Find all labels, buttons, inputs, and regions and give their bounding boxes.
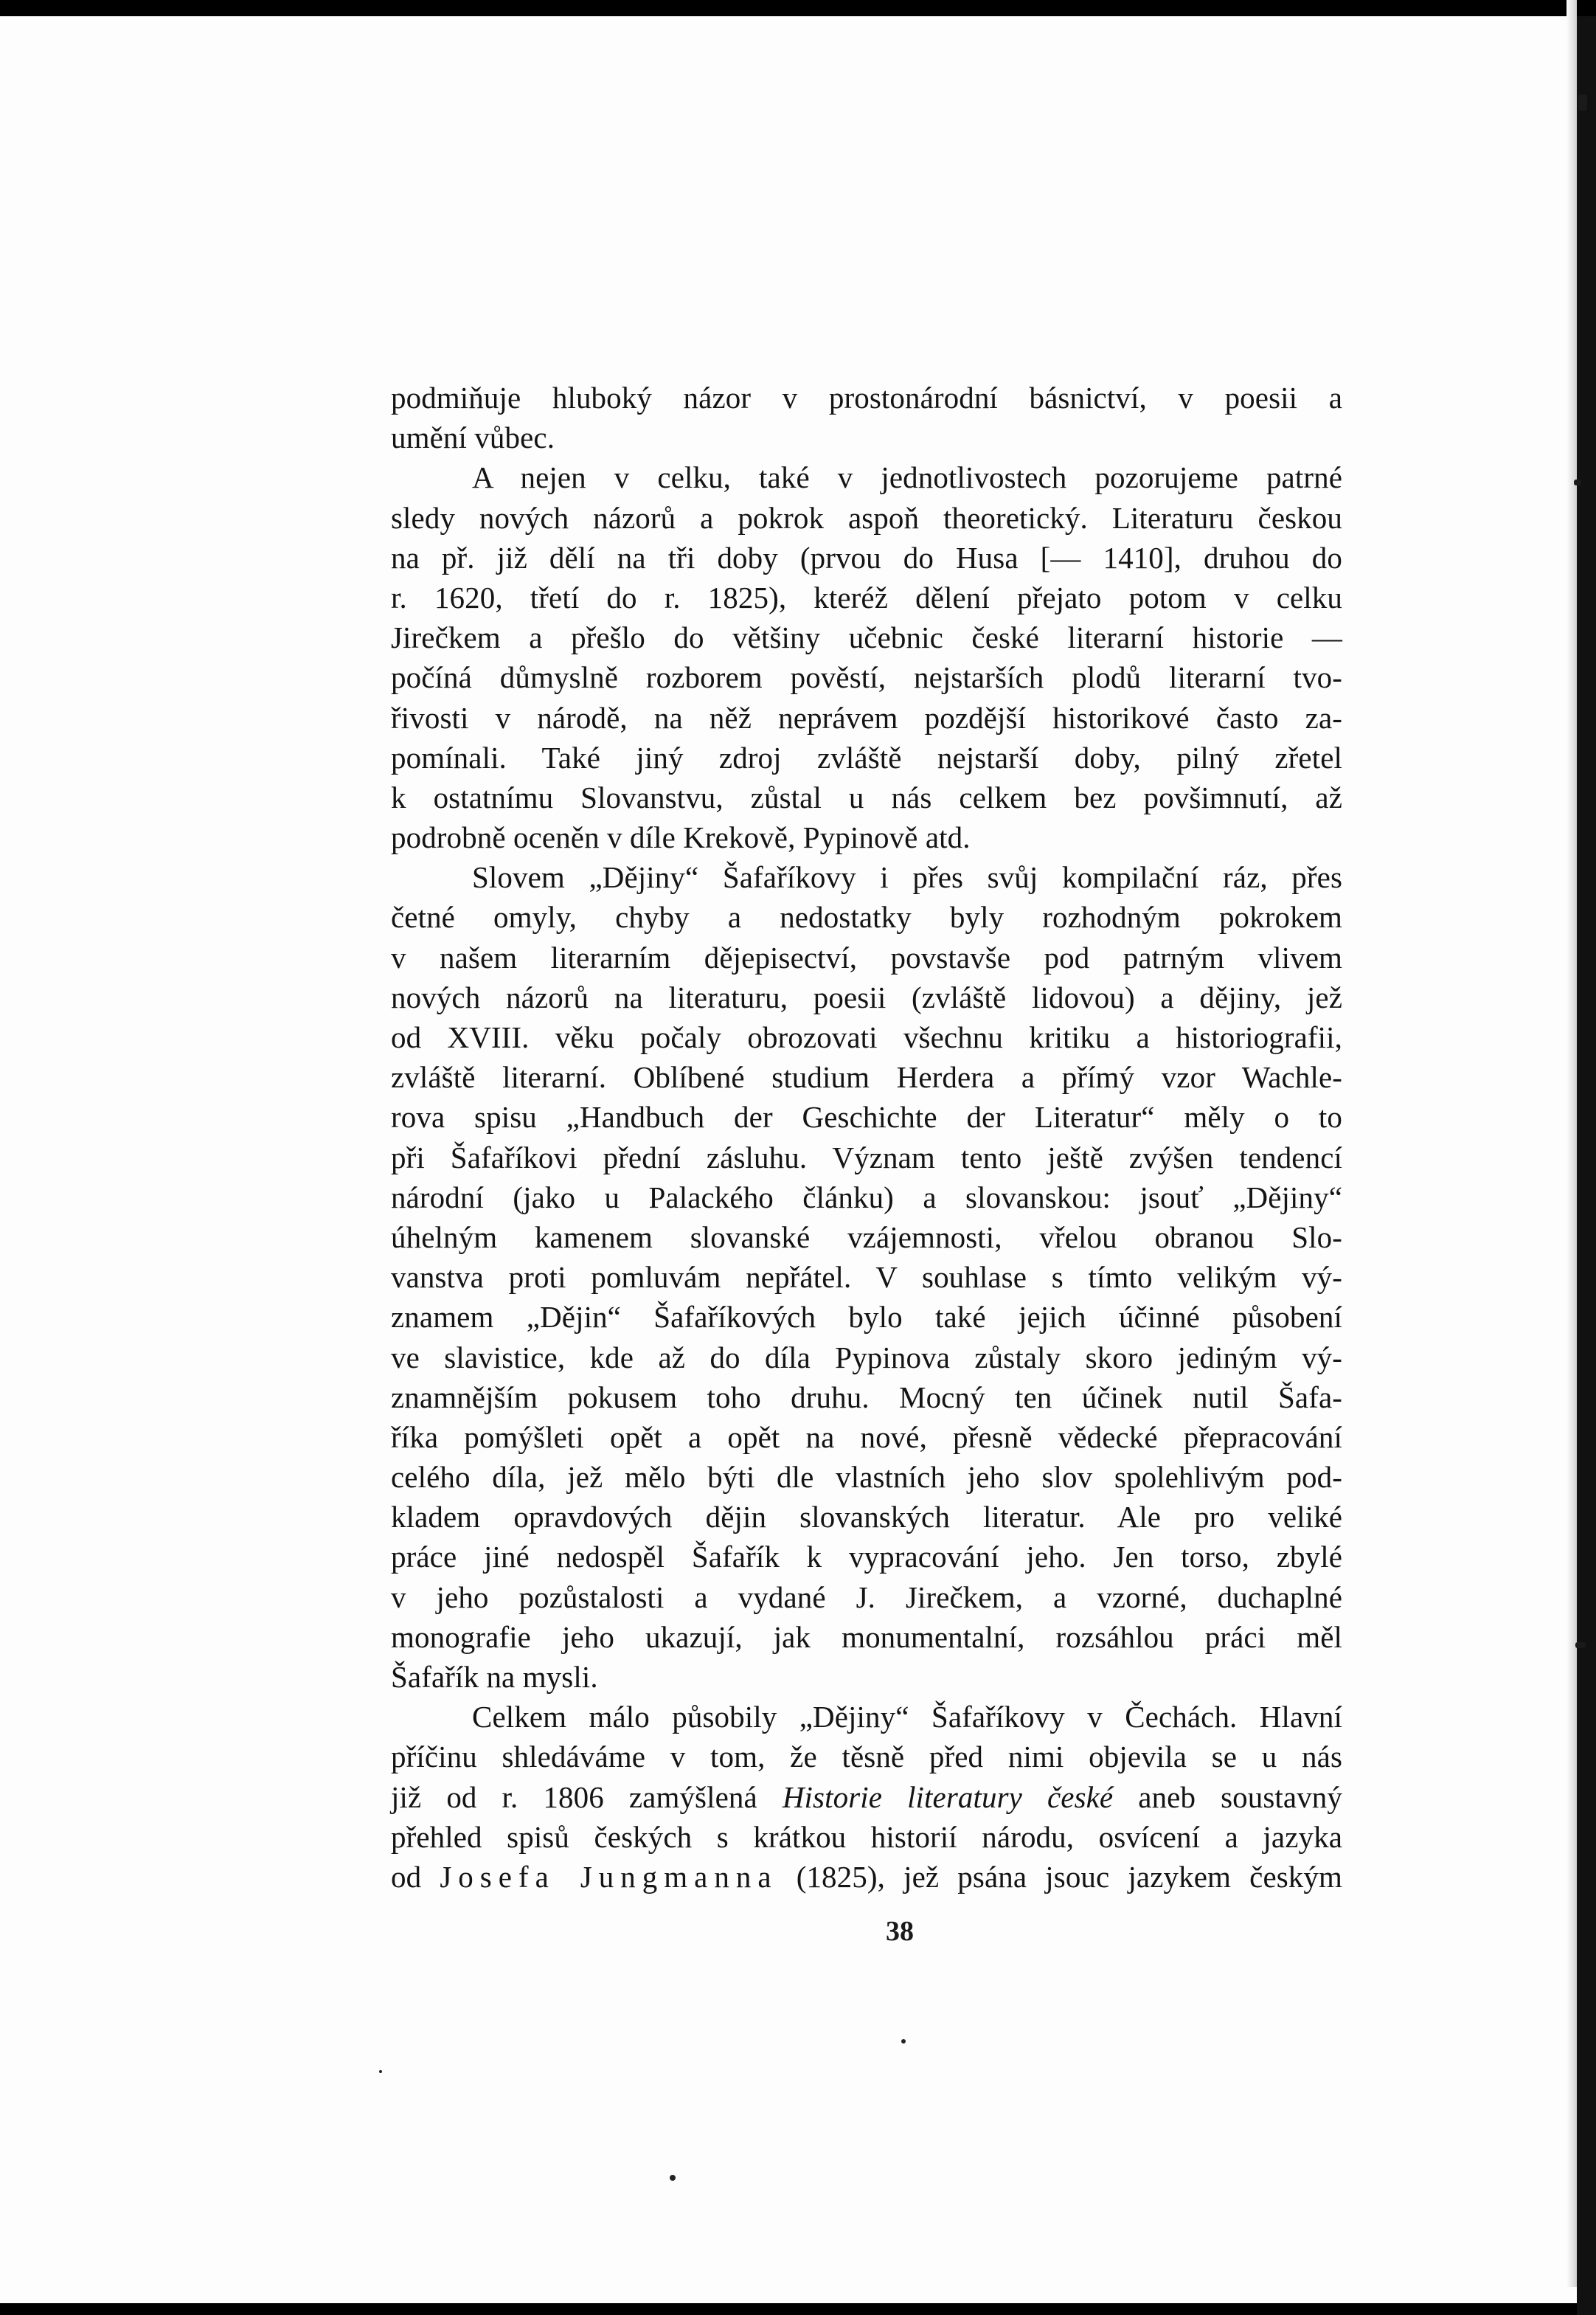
text-line [391,1857,1342,1897]
text-line: A nejen v celku, také v jednotlivostech pozorujeme patrné [472,460,1342,495]
text-line: r. 1620, třetí do r. 1825), kteréž dělení přejato potom v celku [391,580,1342,615]
text-line: Slovem „Dějiny“ Šafaříkovy i přes svůj kompilační ráz, přes [472,860,1342,895]
text-line: k ostatnímu Slovanstvu, zůstal u nás celkem bez povšimnutí, až [391,780,1342,814]
text-line: v našem literarním dějepisectví, povstavše pod patrným vlivem [391,940,1342,975]
text-line: znamnějším pokusem toho druhu. Mocný ten účinek nutil Šafa- [391,1380,1342,1414]
text-segment: aneb soustavný [1113,1779,1343,1814]
text-line: na př. již dělí na tři doby (prvou do Husa [— 1410], druhou do [391,540,1342,575]
scan-border [1577,16,1596,2315]
text-line: monografie jeho ukazují, jak monumentalní, rozsáhlou práci měl [391,1619,1342,1654]
text-line: rova spisu „Handbuch der Geschichte der Literatur“ měly o to [391,1100,1342,1135]
text-line: úhelným kamenem slovanské vzájemnosti, vřelou obranou Slo- [391,1219,1342,1254]
scan-speck [379,2070,382,2073]
book-title: Historie literatury české [782,1779,1114,1814]
text-line: umění vůbec. [391,421,555,455]
text-line: národní (jako u Palackého článku) a slovanskou: jsouť „Dějiny“ [391,1180,1342,1214]
text-line: zvláště literarní. Oblíbené studium Herdera a přímý vzor Wachle- [391,1060,1342,1095]
text-line: přehled spisů českých s krátkou historií národu, osvícení a jazyka [391,1819,1342,1854]
text-line: pomínali. Také jiný zdroj zvláště nejstarší doby, pilný zřetel [391,740,1342,775]
text-segment: již od r. 1806 zamýšlená [391,1779,783,1814]
text-line: celého díla, jež mělo býti dle vlastních jeho slov spolehlivým pod- [391,1460,1342,1495]
text-line: Celkem málo působily „Dějiny“ Šafaříkovy v Čechách. Hlavní [472,1700,1342,1734]
text-line: podrobně oceněn v díle Krekově, Pypinově atd. [391,820,971,855]
text-line: vanstva proti pomluvám nepřátel. V souhlase s tímto velikým vý- [391,1260,1342,1295]
text-line: Šafařík na mysli. [391,1660,598,1694]
text-segment: (1825), jež psána jsouc jazykem českým [777,1859,1342,1894]
edge-mark [1575,1642,1586,1648]
text-line: při Šafaříkovi přední zásluhu. Význam tento ještě zvýšen tendencí [391,1140,1342,1174]
scan-speck [670,2175,676,2181]
scan-speck [901,2039,906,2044]
text-line: v jeho pozůstalosti a vydané J. Jirečkem, a vzorné, duchaplné [391,1579,1342,1614]
page-edge-shadow [1566,0,1577,2287]
text-line: nových názorů na literaturu, poesii (zvláště lidovou) a dějiny, jež [391,980,1342,1014]
text-line: kladem opravdových dějin slovanských literatur. Ale pro veliké [391,1500,1342,1534]
text-line: počíná důmyslně rozborem pověstí, nejstarších plodů literarní tvo- [391,660,1342,695]
text-line: od XVIII. věku počaly obrozovati všechnu kritiku a historiografii, [391,1020,1342,1054]
body-text [391,378,1342,1897]
text-line: Jirečkem a přešlo do většiny učebnic české literarní historie — [391,620,1342,655]
text-line: práce jiné nedospěl Šafařík k vypracování jeho. Jen torso, zbylé [391,1540,1342,1574]
text-line: sledy nových názorů a pokrok aspoň theoretický. Literaturu českou [391,500,1342,535]
text-line [391,1777,1342,1817]
text-segment: od [391,1859,440,1894]
edge-mark [1578,94,1587,111]
edge-mark [1574,480,1581,485]
text-line: říka pomýšleti opět a opět na nové, přesně vědecké přepracování [391,1419,1342,1454]
text-line: četné omyly, chyby a nedostatky byly rozhodným pokrokem [391,900,1342,935]
page-number: 38 [886,1916,914,1947]
text-line: příčinu shledáváme v tom, že těsně před nimi objevila se u nás [391,1740,1342,1774]
text-line: podmiňuje hluboký názor v prostonárodní básnictví, v poesii a [391,381,1342,415]
text-line: znamem „Dějin“ Šafaříkových bylo také jejich účinné působení [391,1300,1342,1335]
text-line: řivosti v národě, na něž neprávem pozdější historikové často za- [391,700,1342,735]
text-line: ve slavistice, kde až do díla Pypinova zůstaly skoro jediným vý- [391,1340,1342,1374]
author-name: Josefa Jungmanna [440,1859,778,1894]
